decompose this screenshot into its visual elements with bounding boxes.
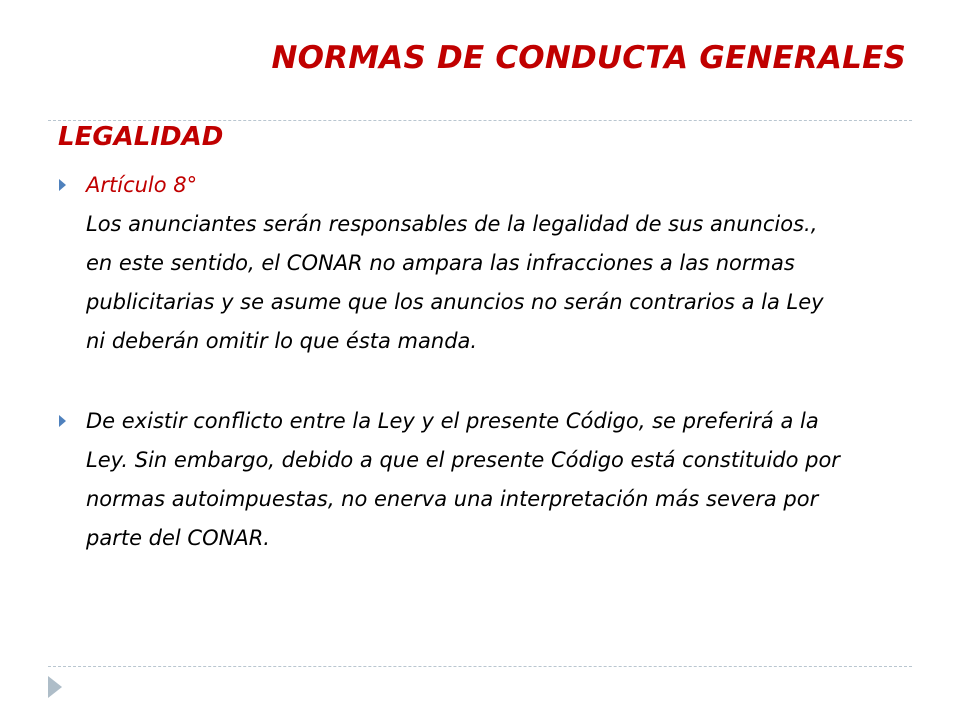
top-divider — [48, 120, 912, 121]
article-text-line: ni deberán omitir lo que ésta manda. — [86, 329, 478, 353]
bottom-divider — [48, 666, 912, 667]
article-text-line: en este sentido, el CONAR no ampara las infracciones a las normas — [86, 251, 795, 275]
section-heading: LEGALIDAD — [58, 122, 224, 152]
triangle-arrow-icon — [48, 676, 62, 698]
article-text-line: Los anunciantes serán responsables de la legalidad de sus anuncios., — [86, 212, 818, 236]
conflict-text-line: Ley. Sin embargo, debido a que el presente Código está constituido por — [86, 448, 840, 472]
conflict-text-line: normas autoimpuestas, no enerva una interpretación más severa por — [86, 487, 819, 511]
triangle-bullet-icon — [59, 179, 66, 191]
bullet-item-article-8 — [86, 166, 916, 361]
slide-title: NORMAS DE CONDUCTA GENERALES — [271, 40, 906, 76]
conflict-text-line: De existir conflicto entre la Ley y el presente Código, se preferirá a la — [86, 409, 819, 433]
article-text-line: publicitarias y se asume que los anuncios no serán contrarios a la Ley — [86, 290, 824, 314]
triangle-bullet-icon — [59, 415, 66, 427]
conflict-text-line: parte del CONAR. — [86, 526, 270, 550]
bullet-item-conflict — [86, 402, 916, 558]
article-label: Artículo 8° — [86, 173, 198, 197]
